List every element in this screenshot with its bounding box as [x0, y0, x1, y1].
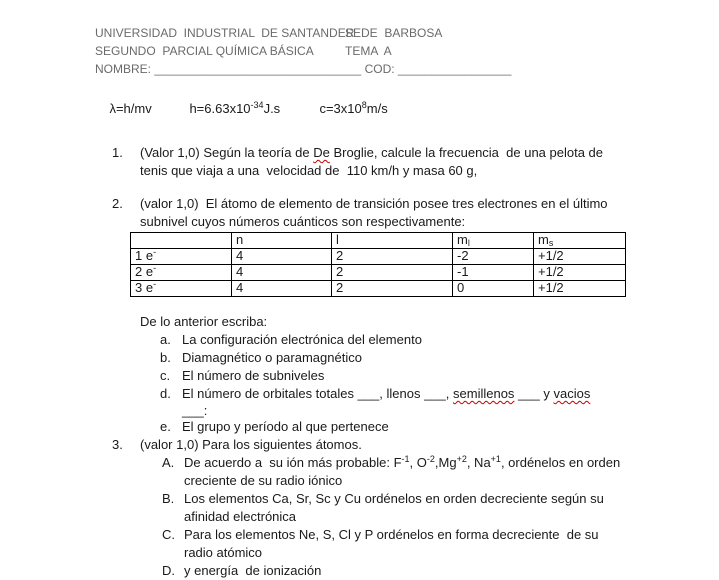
list-item-c-text: El número de subniveles [182, 368, 325, 383]
planck-exponent: -34 [250, 100, 264, 110]
light-speed-unit: m/s [366, 101, 388, 116]
formula-line [95, 82, 719, 136]
electron-charge: - [153, 279, 157, 289]
question-3-item-C [162, 526, 719, 562]
question-3-item-B-text: Los elementos Ca, Sr, Sc y Cu ordénelos en orden decreciente según su afinidad electrónica [184, 491, 608, 524]
question-1-part1: (Valor 1,0) Según la teoría de [140, 145, 314, 160]
table-row [131, 249, 626, 265]
list-item-d-misspelled-1: semillenos [453, 386, 515, 401]
list-item-c [160, 367, 719, 385]
ms-subscript: s [548, 238, 554, 248]
cell-l: 2 [332, 281, 453, 297]
after-table-intro: De lo anterior escriba: [140, 314, 268, 329]
question-1 [95, 144, 719, 180]
question-3-item-B [162, 490, 719, 526]
table-row [131, 281, 626, 297]
question-3 [95, 436, 719, 454]
cell-ms: +1/2 [534, 281, 626, 297]
question-2-number: 2. [112, 196, 123, 211]
cell-n: 4 [232, 249, 332, 265]
question-3-item-A-marker: A. [162, 455, 175, 470]
electron-charge: - [153, 247, 157, 257]
formula-de-broglie: λ=h/mv [109, 101, 152, 116]
list-item-d-part1: El número de orbitales totales ___, llenos ___, [182, 386, 454, 401]
question-3-item-A [162, 454, 719, 490]
cell-ms: +1/2 [534, 249, 626, 265]
cod-blank-line: _________________ [397, 62, 512, 76]
cell-ml: -2 [453, 249, 534, 265]
light-speed-base: c=3x10 [319, 101, 362, 116]
list-item-d-part2: ___ y [514, 386, 554, 401]
document-header [95, 24, 719, 78]
header-cell-ms [534, 233, 626, 249]
list-item-d-misspelled-2: vacios [553, 386, 591, 401]
university-name: UNIVERSIDAD INDUSTRIAL DE SANTANDER [95, 26, 355, 40]
planck-base: h=6.63x10 [189, 101, 251, 116]
electron-label-text: 1 e [135, 248, 154, 263]
electron-charge: - [153, 263, 157, 273]
list-item-a [160, 331, 719, 349]
header-line-2 [95, 42, 719, 60]
header-line-1 [95, 24, 719, 42]
quantum-numbers-table [130, 232, 626, 297]
question-1-number: 1. [112, 145, 123, 160]
exam-theme: TEMA A [345, 44, 392, 58]
cod-label: COD: [361, 62, 398, 76]
question-3-item-C-text: Para los elementos Ne, S, Cl y P ordénelos en forma decreciente de su radio atómico [184, 527, 603, 560]
question-3-number: 3. [112, 437, 123, 452]
item-A-part5: , ordénelos en orden creciente de su radio iónico [184, 455, 624, 488]
question-2 [95, 195, 719, 231]
list-item-d [160, 385, 719, 418]
ms-base: m [538, 232, 549, 247]
cell-ml: 0 [453, 281, 534, 297]
light-speed-exponent: 8 [361, 100, 367, 110]
formula-light-speed [319, 101, 387, 116]
ml-subscript: l [467, 238, 470, 248]
planck-unit: J.s [263, 101, 281, 116]
electron-label [131, 265, 232, 281]
electron-label-text: 3 e [135, 280, 154, 295]
header-cell-n: n [232, 233, 332, 249]
list-item-a-marker: a. [160, 332, 171, 347]
list-item-e [160, 418, 719, 436]
question-3-item-C-marker: C. [162, 527, 175, 542]
question-2-text: (valor 1,0) El átomo de elemento de transición posee tres electrones en el último subnivel cuyos números cuánticos son respectivamente: [140, 196, 612, 229]
item-A-part3: ,Mg [434, 455, 457, 470]
cell-n: 4 [232, 265, 332, 281]
magnesium-charge: +2 [456, 454, 467, 464]
question-1-text [140, 144, 627, 180]
question-3-item-D [162, 562, 719, 580]
table-header-row [131, 233, 626, 249]
cell-ms: +1/2 [534, 265, 626, 281]
header-line-3 [95, 60, 719, 78]
list-item-b-marker: b. [160, 350, 171, 365]
list-item-d-text [182, 385, 620, 418]
item-A-part2: , O [409, 455, 427, 470]
name-blank-line: _______________________________ [154, 62, 362, 76]
oxide-charge: -2 [426, 454, 435, 464]
electron-label [131, 281, 232, 297]
item-A-part4: , Na [466, 455, 491, 470]
header-cell-ml [453, 233, 534, 249]
list-item-d-blank-line: ___: [182, 403, 208, 418]
question-3-item-B-marker: B. [162, 491, 175, 506]
list-item-c-marker: c. [160, 368, 171, 383]
exam-title: SEGUNDO PARCIAL QUÍMICA BÁSICA [95, 44, 314, 58]
ml-base: m [457, 232, 468, 247]
question-3-item-D-marker: D. [162, 563, 175, 578]
header-cell-l: l [332, 233, 453, 249]
fluoride-charge: -1 [401, 454, 410, 464]
electron-label-text: 2 e [135, 264, 154, 279]
cell-l: 2 [332, 249, 453, 265]
question-1-part2: Broglie, calcule la frecuencia de una pelota de tenis que viaja a una velocidad de 110 km/h y masa 60 g, [140, 145, 607, 178]
list-item-b-text: Diamagnético o paramagnético [182, 350, 362, 365]
question-3-item-D-text: y energía de ionización [184, 563, 322, 578]
sodium-charge: +1 [490, 454, 501, 464]
question-3-item-A-text [184, 454, 624, 490]
table-row [131, 265, 626, 281]
list-item-b [160, 349, 719, 367]
list-item-e-text: El grupo y período al que pertenece [182, 419, 389, 434]
campus-name: SEDE BARBOSA [345, 26, 443, 40]
question-3-text: (valor 1,0) Para los siguientes átomos. [140, 437, 362, 452]
item-A-part1: De acuerdo a su ión más probable: F [184, 455, 402, 470]
cell-l: 2 [332, 265, 453, 281]
cell-n: 4 [232, 281, 332, 297]
question-1-misspelled-word: De [313, 145, 330, 160]
list-item-d-marker: d. [160, 386, 171, 401]
name-label: NOMBRE: [95, 62, 155, 76]
cell-ml: -1 [453, 265, 534, 281]
list-item-e-marker: e. [160, 419, 171, 434]
header-cell-empty [131, 233, 232, 249]
list-item-a-text: La configuración electrónica del elemento [182, 332, 422, 347]
electron-label [131, 249, 232, 265]
formula-planck [189, 100, 319, 118]
